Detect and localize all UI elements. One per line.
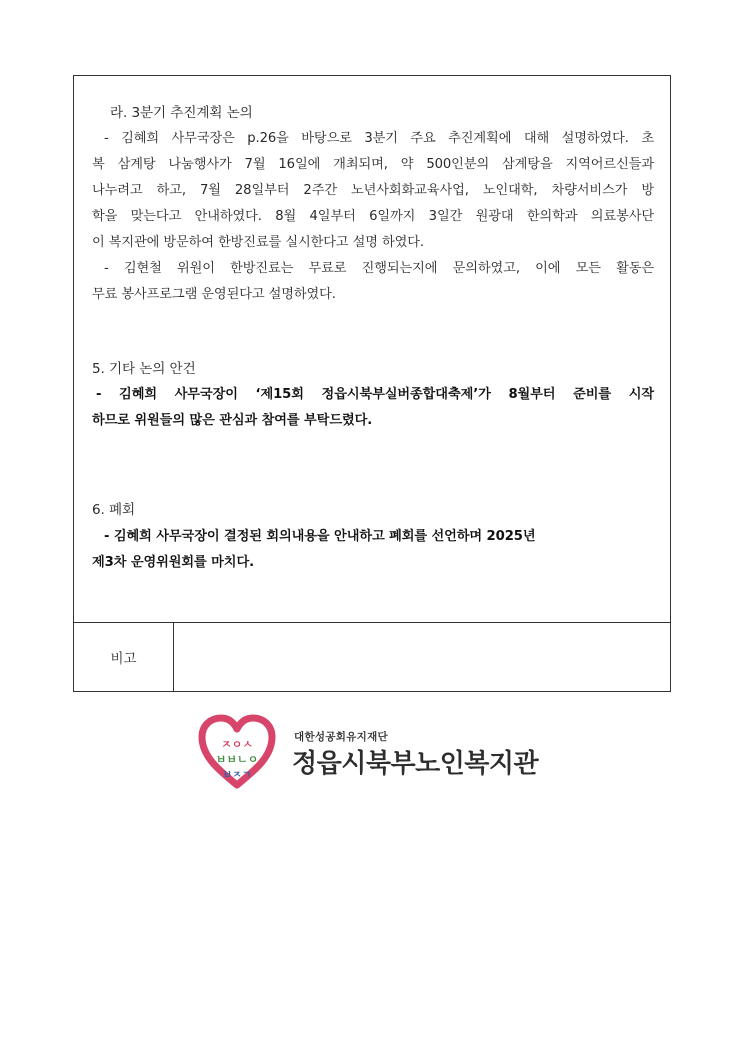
section-ra-line: 학을 맞는다고 안내하였다. 8월 4일부터 6일까지 3일간 원광대 한의학과 의료봉사단 <box>92 209 654 224</box>
svg-text:ㅈㅇㅅ: ㅈㅇㅅ <box>221 738 253 751</box>
organization-name: 정읍시북부노인복지관 <box>292 749 539 779</box>
remarks-label: 비고 <box>74 623 174 691</box>
remarks-value <box>174 623 670 691</box>
remarks-row <box>74 622 670 691</box>
section-6-line: - 김혜희 사무국장이 결정된 회의내용을 안내하고 폐회를 선언하며 2025년 <box>104 529 536 544</box>
section-5-line: - 김혜희 사무국장이 ‘제15회 정읍시북부실버종합대축제’가 8월부터 준비를 시작 <box>96 387 654 402</box>
svg-text:ㅂㅈㄱ: ㅂㅈㄱ <box>222 770 252 781</box>
section-ra-line: 이 복지관에 방문하여 한방진료를 실시한다고 설명 하였다. <box>92 235 424 250</box>
section-ra-line: 나누려고 하고, 7월 28일부터 2주간 노년사회화교육사업, 노인대학, 차량서비스가 방 <box>92 183 654 198</box>
section-6-line: 제3차 운영위원회를 마치다. <box>92 555 254 570</box>
section-5-heading: 5. 기타 논의 안건 <box>92 361 196 377</box>
section-ra-line: 복 삼계탕 나눔행사가 7월 16일에 개최되며, 약 500인분의 삼계탕을 지역어르신들과 <box>92 157 654 172</box>
section-ra-line: 무료 봉사프로그램 운영된다고 설명하였다. <box>92 287 336 302</box>
minutes-table <box>73 75 671 692</box>
section-ra-heading: 라. 3분기 추진계획 논의 <box>110 105 253 121</box>
svg-text:ㅂㅂㄴㅇ: ㅂㅂㄴㅇ <box>215 753 259 766</box>
section-6-heading: 6. 폐회 <box>92 502 136 518</box>
section-ra-line: - 김혜희 사무국장은 p.26을 바탕으로 3분기 주요 추진계획에 대해 설명하였다. 초 <box>104 131 654 146</box>
foundation-name: 대한성공회유지재단 <box>294 731 388 743</box>
section-ra-line: - 김현철 위원이 한방진료는 무료로 진행되는지에 문의하였고, 이에 모든 활동은 <box>104 261 654 276</box>
section-5-line: 하므로 위원들의 많은 관심과 참여를 부탁드렸다. <box>92 413 373 428</box>
minutes-content <box>74 76 670 622</box>
heart-logo-icon <box>198 713 276 791</box>
organization-logo <box>198 713 558 791</box>
